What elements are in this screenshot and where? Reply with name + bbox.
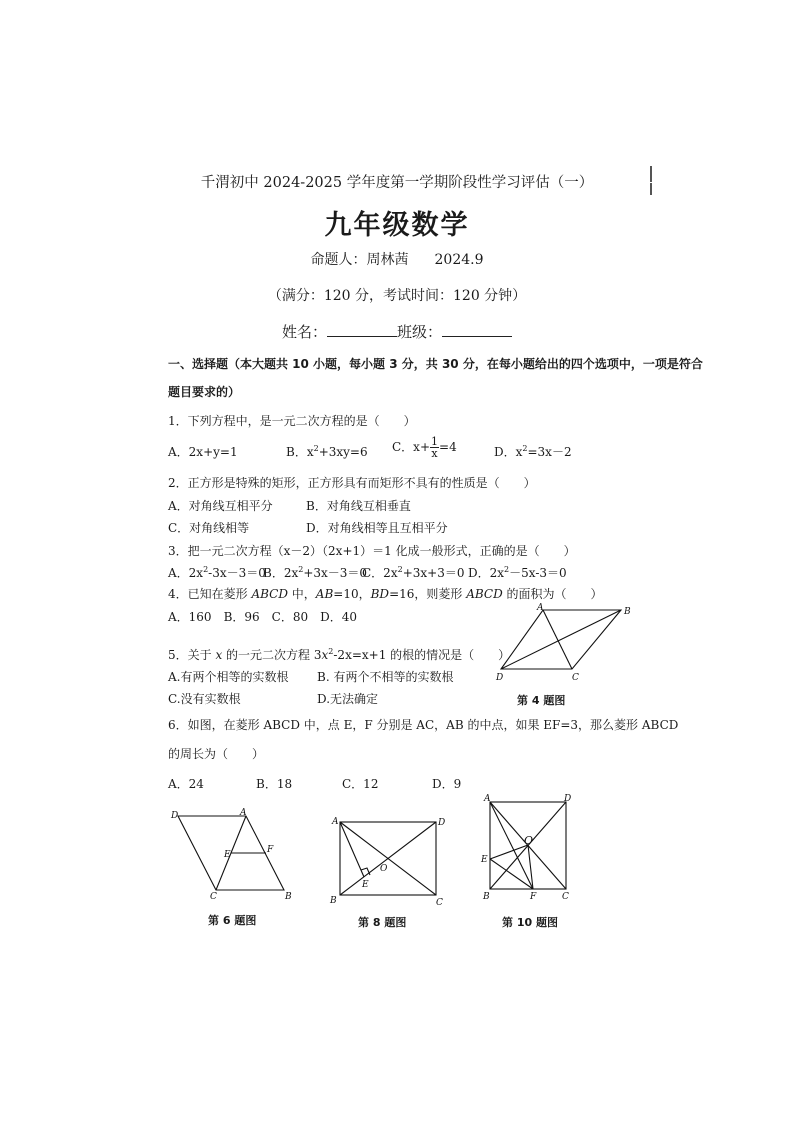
label-f: F — [530, 892, 537, 902]
exam-header: 千渭初中 2024-2025 学年度第一学期阶段性学习评估（一） — [200, 175, 594, 191]
label-b: B — [285, 892, 292, 902]
q4-options: A．160 B．96 C．80 D．40 — [168, 610, 358, 624]
figure-q8-caption: 第 8 题图 — [358, 916, 407, 929]
q2-stem: 2．正方形是特殊的矩形，正方形具有而矩形不具有的性质是（ ） — [168, 476, 536, 490]
label-b: B — [624, 607, 631, 617]
q5-option-c: C.没有实数根 — [168, 692, 241, 706]
q3-option-c: C．$2x^2+3x+3=0$ — [362, 565, 465, 580]
q2-option-d: D．对角线相等且互相平分 — [306, 521, 448, 535]
q5-option-a: A.有两个相等的实数根 — [168, 670, 289, 684]
label-o: O — [380, 864, 388, 874]
q1-option-d: D．$x^2=3x-2$ — [494, 444, 572, 459]
q6-option-a: A．24 — [168, 777, 204, 791]
q2-option-b: B．对角线互相垂直 — [306, 499, 411, 513]
author-label: 命题人：周林茜 — [310, 252, 409, 268]
label-c: C — [572, 673, 579, 682]
label-b: B — [330, 896, 337, 906]
q6-option-d: D．9 — [432, 777, 462, 791]
label-a: A — [537, 603, 544, 613]
q5-option-b: B. 有两个不相等的实数根 — [317, 670, 454, 684]
fraction: $\frac{1}{x}$ — [431, 435, 439, 460]
q3-option-b: B．$2x^2+3x-3=0$ — [263, 565, 368, 580]
q1-option-a: A．2x+y=1 — [168, 445, 238, 459]
q4-stem: 4．已知在菱形 ABCD 中，AB=10，BD=16，则菱形 ABCD 的面积为（ ） — [168, 587, 603, 601]
figure-q4-rhombus — [494, 600, 634, 682]
figure-q10-square — [478, 788, 578, 908]
page-title: 九年级数学 — [324, 210, 470, 241]
q5-option-d: D.无法确定 — [317, 692, 379, 706]
figure-q10-caption: 第 10 题图 — [502, 916, 558, 929]
label-e: E — [224, 850, 231, 860]
q3-option-a: A．$2x^2-3x-3=0$ — [168, 565, 266, 580]
class-blank[interactable] — [442, 322, 512, 337]
label-d: D — [564, 794, 572, 804]
score-info: （满分：120 分，考试时间：120 分钟） — [267, 288, 527, 304]
label-a: A — [484, 794, 491, 804]
label-c: C — [436, 898, 443, 908]
exam-date: 2024.9 — [434, 252, 484, 268]
figure-q4-caption: 第 4 题图 — [517, 694, 566, 707]
q5-stem: 5．关于 x 的一元二次方程 $3x^2-2x=x+1$ 的根的情况是（ ） — [168, 647, 511, 662]
label-c: C — [562, 892, 569, 902]
q1-option-b: B．$x^2+3xy=6$ — [286, 444, 368, 459]
name-blank[interactable] — [327, 322, 397, 337]
label-e: E — [362, 880, 369, 890]
figure-q8-rectangle — [326, 810, 450, 910]
label-b: B — [483, 892, 490, 902]
label-d: D — [171, 811, 179, 821]
label-d: D — [438, 818, 446, 828]
label-d: D — [496, 673, 504, 682]
label-a: A — [332, 817, 339, 827]
q1-option-c: C．x+ $\frac{1}{x}$ =4 — [392, 435, 457, 460]
q1-stem: 1．下列方程中，是一元二次方程的是（ ） — [168, 414, 416, 428]
section-heading: 一、选择题（本大题共 10 小题，每小题 3 分，共 30 分，在每小题给出的四个选项中，一项是符合 — [168, 357, 703, 371]
name-label: 姓名： — [281, 323, 327, 341]
q2-option-a: A．对角线互相平分 — [168, 499, 273, 513]
label-c: C — [210, 892, 217, 902]
figure-q6-rhombus — [166, 806, 296, 906]
class-label: 班级： — [397, 323, 443, 341]
label-e: E — [481, 855, 488, 865]
q3-option-d: D．$2x^2-5x-3=0$ — [468, 565, 567, 580]
label-f: F — [267, 845, 274, 855]
q3-stem: 3．把一元二次方程（x－2）（2x+1）＝1 化成一般形式，正确的是（ ） — [168, 544, 576, 558]
q6-stem-cont: 的周长为（ ） — [168, 747, 265, 761]
q6-option-c: C．12 — [342, 777, 379, 791]
q6-option-b: B．18 — [256, 777, 293, 791]
label-o: O — [524, 834, 534, 847]
figure-q6-caption: 第 6 题图 — [208, 914, 257, 927]
name-class-fields — [0, 321, 794, 342]
author-line — [0, 249, 794, 269]
q6-stem: 6．如图，在菱形 ABCD 中，点 E，F 分别是 AC，AB 的中点，如果 EF=3，那么菱形 ABCD — [168, 718, 679, 732]
section-heading-cont: 题目要求的） — [168, 385, 241, 399]
q2-option-c: C．对角线相等 — [168, 521, 250, 535]
label-a: A — [240, 808, 247, 818]
